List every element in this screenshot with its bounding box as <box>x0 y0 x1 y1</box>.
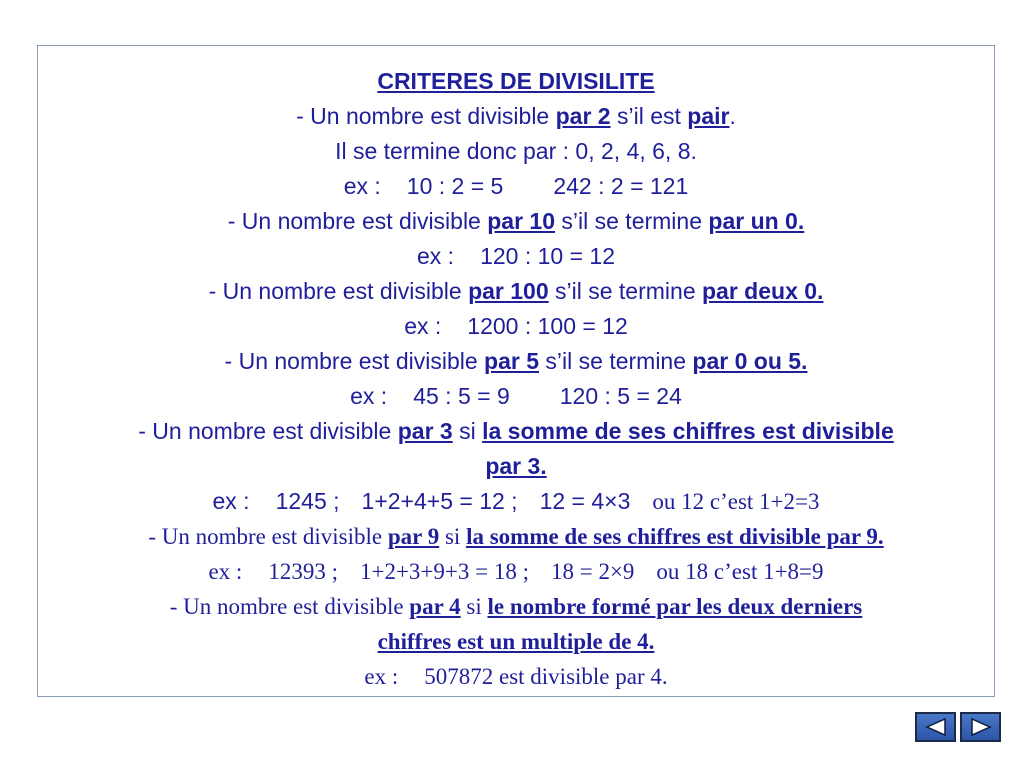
example-value: ou 12 c’est 1+2=3 <box>652 489 820 514</box>
page-title: CRITERES DE DIVISILITE <box>377 68 655 94</box>
rule-text: si <box>460 594 488 619</box>
example-label: ex : <box>343 173 381 199</box>
example-value: 18 = 2×9 <box>550 559 635 584</box>
rule-key: par 4 <box>409 594 461 619</box>
rule-text: - Un nombre est divisible <box>208 278 469 304</box>
example-2 <box>38 169 994 204</box>
rule-3-cont <box>38 449 994 484</box>
example-100 <box>38 309 994 344</box>
example-value: 1+2+3+9+3 = 18 ; <box>359 559 529 584</box>
rule-text: - Un nombre est divisible <box>227 208 488 234</box>
rule-condition: par 3. <box>485 453 547 479</box>
rule-condition: pair <box>687 103 730 129</box>
title-line <box>38 64 994 99</box>
rule-condition: par deux 0. <box>702 278 824 304</box>
rule-key: par 10 <box>487 208 556 234</box>
example-value: 45 : 5 = 9 <box>413 383 510 409</box>
example-label: ex : <box>208 559 243 584</box>
rule-5 <box>38 344 994 379</box>
example-label: ex : <box>416 243 455 269</box>
rule-text: s’il est <box>610 103 688 129</box>
rule-text: si <box>439 524 467 549</box>
rule-10 <box>38 204 994 239</box>
triangle-right-icon <box>970 718 992 736</box>
rule-key: par 5 <box>484 348 540 374</box>
example-value: ou 18 c’est 1+8=9 <box>656 559 824 584</box>
rule-key: par 2 <box>555 103 611 129</box>
example-3 <box>38 484 994 519</box>
next-slide-button[interactable] <box>960 712 1001 742</box>
rule-key: par 9 <box>387 524 440 549</box>
example-value: 1+2+4+5 = 12 ; <box>361 488 518 514</box>
example-value: 1245 ; <box>275 488 340 514</box>
rule-text: si <box>452 418 483 444</box>
rule-key: par 100 <box>468 278 549 304</box>
example-label: ex : <box>364 664 399 689</box>
rule-3 <box>38 414 994 449</box>
rule-2 <box>38 99 994 134</box>
example-value: 10 : 2 = 5 <box>406 173 504 199</box>
rule-text: - Un nombre est divisible <box>138 418 398 444</box>
example-label: ex : <box>350 383 388 409</box>
rule-condition: le nombre formé par les deux derniers <box>487 594 863 619</box>
example-value: 12393 ; <box>268 559 338 584</box>
rule-key: par 3 <box>397 418 453 444</box>
previous-slide-button[interactable] <box>915 712 956 742</box>
example-label: ex : <box>212 488 250 514</box>
rule-condition: la somme de ses chiffres est divisible <box>482 418 894 444</box>
rule-9 <box>38 519 994 554</box>
example-4 <box>38 659 994 694</box>
rule-4 <box>38 589 994 624</box>
example-value: 507872 est divisible par 4. <box>424 664 668 689</box>
example-value: 1200 : 100 = 12 <box>467 313 628 339</box>
rule-100 <box>38 274 994 309</box>
rule-text: . <box>729 103 736 129</box>
example-5 <box>38 379 994 414</box>
triangle-left-icon <box>925 718 947 736</box>
example-value: 120 : 5 = 24 <box>559 383 682 409</box>
rule-text: - Un nombre est divisible <box>169 594 410 619</box>
rule-text: - Un nombre est divisible <box>224 348 485 374</box>
slide-content <box>38 64 994 694</box>
rule-2-detail: Il se termine donc par : 0, 2, 4, 6, 8. <box>335 138 697 164</box>
rule-text: s’il se termine <box>548 278 702 304</box>
rule-text: s’il se termine <box>539 348 693 374</box>
rule-condition: la somme de ses chiffres est divisible par 9. <box>466 524 884 549</box>
example-10 <box>38 239 994 274</box>
rule-condition: chiffres est un multiple de 4. <box>377 629 655 654</box>
example-label: ex : <box>404 313 442 339</box>
rule-text: - Un nombre est divisible <box>148 524 388 549</box>
example-value: 120 : 10 = 12 <box>480 243 615 269</box>
example-value: 242 : 2 = 121 <box>553 173 689 199</box>
rule-condition: par un 0. <box>708 208 805 234</box>
rule-4-cont <box>38 624 994 659</box>
example-9 <box>38 554 994 589</box>
rule-text: s’il se termine <box>555 208 709 234</box>
example-value: 12 = 4×3 <box>539 488 631 514</box>
rule-condition: par 0 ou 5. <box>692 348 808 374</box>
rule-text: - Un nombre est divisible <box>296 103 556 129</box>
